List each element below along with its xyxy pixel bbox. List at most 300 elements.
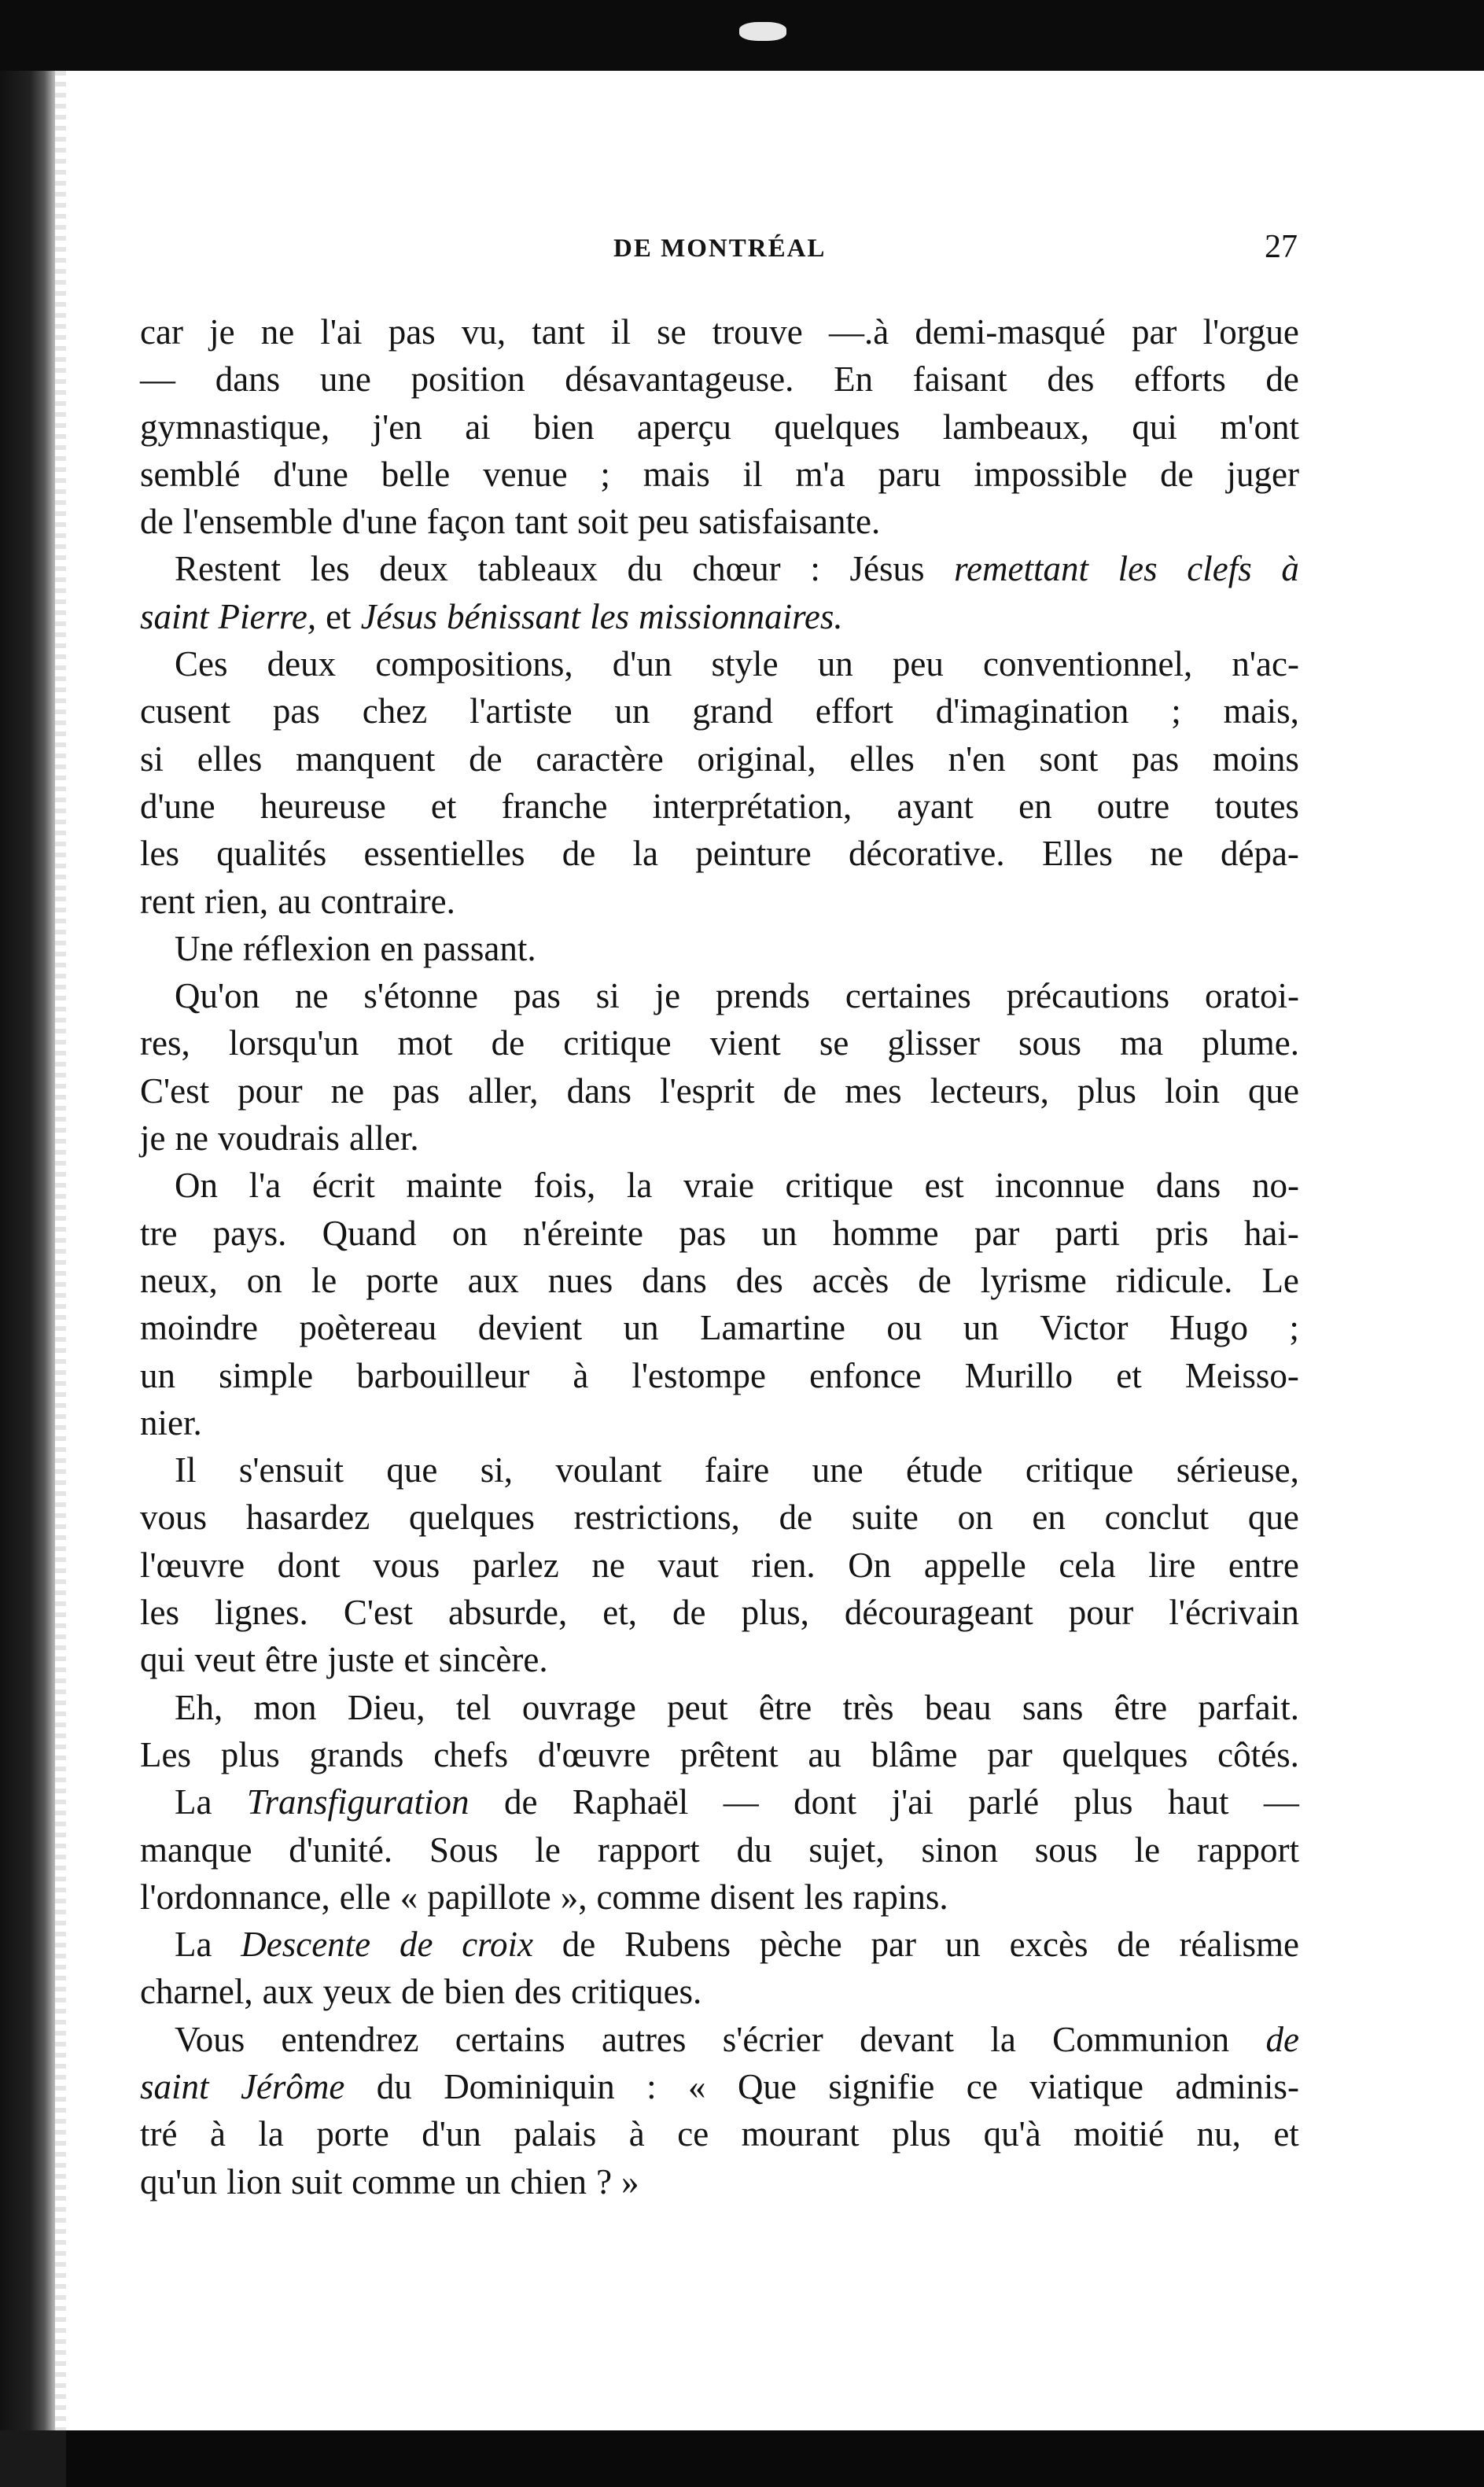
word: style: [711, 644, 779, 684]
word: tre: [140, 1213, 178, 1253]
scan-left-edge-shadow: [55, 71, 66, 2430]
word: que: [1247, 1070, 1299, 1111]
word: voulant: [555, 1450, 662, 1490]
word: yeux: [322, 1972, 392, 2012]
word: pas: [392, 1070, 440, 1111]
word: rapport: [1197, 1829, 1299, 1870]
word: ;: [1171, 691, 1181, 731]
word: je: [209, 312, 235, 352]
word: dont: [277, 1545, 341, 1585]
word: d'une: [342, 502, 418, 542]
word: C'est: [140, 1070, 210, 1111]
word: pays.: [212, 1213, 287, 1253]
word: les: [804, 1877, 844, 1917]
word: car: [140, 312, 183, 352]
word: peinture: [695, 834, 812, 874]
word: aller.: [348, 1118, 419, 1159]
word: ne: [1150, 834, 1184, 874]
text-line: [140, 1446, 1299, 1494]
word: vraie: [683, 1166, 754, 1206]
word: tré: [140, 2114, 178, 2154]
word: des: [735, 1260, 783, 1300]
word: —: [140, 359, 175, 400]
word: d'un: [612, 644, 672, 684]
word: de: [783, 1070, 817, 1111]
word: qualités: [216, 834, 327, 874]
text-line: [140, 687, 1299, 735]
word: nues: [547, 1260, 613, 1300]
word: Ces: [175, 644, 228, 684]
word: porte: [316, 2114, 389, 2154]
word: d'imagination: [935, 691, 1129, 731]
word: être: [758, 1687, 812, 1727]
word: nier.: [140, 1402, 202, 1442]
word: parlé: [968, 1782, 1040, 1822]
word: elles: [197, 739, 263, 779]
word: hasardez: [245, 1498, 370, 1538]
word: Que: [737, 2066, 797, 2106]
word: faire: [704, 1450, 770, 1490]
word: par: [871, 1925, 916, 1965]
word: si: [595, 976, 620, 1016]
word: d'œuvre: [537, 1734, 650, 1774]
word: ce: [966, 2066, 998, 2106]
word: absurde,: [448, 1593, 568, 1633]
text-line: [140, 830, 1299, 877]
word: compositions,: [375, 644, 573, 684]
word: On: [175, 1166, 218, 1206]
word: pas: [679, 1213, 727, 1253]
word: prêtent: [679, 1734, 779, 1774]
text-line: [140, 2110, 1299, 2157]
word: restrictions,: [573, 1498, 740, 1538]
page-header: [142, 228, 1298, 275]
word: missionnaires.: [639, 596, 843, 636]
word: d'une: [140, 786, 215, 826]
word: C'est: [343, 1593, 413, 1633]
word: aux: [262, 1972, 314, 2012]
word: n'ac-: [1232, 644, 1299, 684]
word: il: [610, 312, 631, 352]
word: l'orgue: [1202, 312, 1299, 352]
word: ai: [465, 407, 491, 447]
word: je: [654, 976, 681, 1016]
word: loin: [1164, 1070, 1220, 1111]
word: Murillo: [964, 1355, 1073, 1395]
word: que: [386, 1450, 438, 1490]
word: Les: [140, 1734, 191, 1774]
word: réalisme: [1179, 1925, 1299, 1965]
text-line: [140, 1684, 1299, 1731]
word: une: [812, 1450, 864, 1490]
word: ma: [1120, 1023, 1164, 1063]
word: Elles: [1041, 834, 1113, 874]
word: «: [400, 1877, 418, 1917]
word: on: [957, 1498, 993, 1538]
word: ridicule.: [1115, 1260, 1233, 1300]
word: saint: [140, 2066, 209, 2106]
word: je: [140, 1118, 166, 1159]
word: de: [918, 1260, 952, 1300]
word: Restent: [175, 549, 281, 589]
text-line: [140, 593, 1299, 640]
word: clefs: [1187, 549, 1252, 589]
word: chefs: [433, 1734, 509, 1774]
text-line: [140, 1636, 1299, 1683]
word: ;: [1289, 1308, 1299, 1348]
word: à: [1281, 549, 1299, 589]
word: »,: [560, 1877, 587, 1917]
word: belle: [381, 454, 451, 494]
word: bénissant: [447, 596, 581, 636]
word: en: [380, 928, 414, 968]
word: des: [1047, 359, 1095, 400]
word: passant.: [422, 928, 536, 968]
word: veut: [194, 1640, 256, 1680]
word: sérieuse,: [1176, 1450, 1299, 1490]
word: devient: [477, 1308, 583, 1348]
word: sont: [1039, 739, 1099, 779]
word: disent: [709, 1877, 795, 1917]
word: ne: [591, 1545, 625, 1585]
word: demi-masqué: [915, 312, 1106, 352]
word: no-: [1251, 1166, 1299, 1206]
word: sans: [1022, 1687, 1084, 1727]
word: côtés.: [1217, 1734, 1299, 1774]
word: il: [742, 454, 763, 494]
word: de: [672, 1593, 706, 1633]
word: moindre: [140, 1308, 258, 1348]
word: interprétation,: [652, 786, 852, 826]
word: l'a: [249, 1166, 282, 1206]
word: charnel,: [140, 1972, 253, 2012]
word: Qu'on: [175, 976, 260, 1016]
word: le: [311, 1260, 337, 1300]
word: m'a: [795, 454, 845, 494]
body-text: [140, 308, 1299, 2205]
word: enfonce: [809, 1355, 922, 1395]
word: l'ai: [320, 312, 363, 352]
word: Communion: [1052, 2019, 1230, 2059]
word: inconnue: [995, 1166, 1125, 1206]
word: pas: [272, 691, 320, 731]
word: dans: [1155, 1166, 1221, 1206]
word: vous: [373, 1545, 440, 1585]
word: ou: [886, 1308, 922, 1348]
word: les: [1118, 549, 1158, 589]
word: chien: [510, 2161, 587, 2201]
text-line: [140, 1067, 1299, 1115]
text-line: [140, 403, 1299, 451]
word: ?: [596, 2161, 613, 2201]
word: elle: [339, 1877, 391, 1917]
word: Une: [175, 928, 234, 968]
word: être: [265, 1640, 319, 1680]
word: la: [626, 1166, 653, 1206]
word: les: [590, 596, 630, 636]
word: à: [209, 2114, 226, 2154]
word: tant: [532, 312, 585, 352]
word: l'ensemble: [182, 502, 333, 542]
word: écrit: [311, 1166, 375, 1206]
word: position: [411, 359, 525, 400]
word: qui: [1132, 407, 1177, 447]
word: Jérôme: [240, 2066, 345, 2106]
word: outre: [1096, 786, 1170, 826]
word: rien.: [751, 1545, 816, 1585]
word: bien: [444, 1972, 506, 2012]
word: Pierre,: [218, 596, 317, 636]
word: deux: [267, 644, 337, 684]
word: qui: [140, 1640, 186, 1680]
text-line: [140, 640, 1299, 687]
word: —: [1263, 1782, 1299, 1822]
text-line: [140, 451, 1299, 498]
text-line: [140, 308, 1299, 356]
word: mon: [253, 1687, 317, 1727]
word: comme: [596, 1877, 701, 1917]
word: cusent: [140, 691, 230, 731]
word: sous: [1018, 1023, 1082, 1063]
word: certaines: [845, 976, 971, 1016]
word: si: [140, 739, 164, 779]
word: remettant: [954, 549, 1088, 589]
word: grands: [309, 1734, 404, 1774]
word: suit: [291, 2161, 343, 2201]
word: du: [627, 549, 663, 589]
word: un: [817, 644, 853, 684]
word: Le: [1261, 1260, 1299, 1300]
word: de: [469, 739, 503, 779]
text-line: [140, 545, 1299, 592]
text-line: [140, 1826, 1299, 1874]
word: «: [688, 2066, 706, 2106]
word: par: [987, 1734, 1033, 1774]
word: de: [491, 1023, 525, 1063]
word: la: [632, 834, 659, 874]
running-head: DE MONTRÉAL: [613, 234, 827, 263]
word: mainte: [406, 1166, 503, 1206]
word: on: [451, 1213, 488, 1253]
word: blâme: [871, 1734, 958, 1774]
word: réflexion: [242, 928, 371, 968]
word: d'unité.: [289, 1829, 393, 1870]
word: ne: [295, 976, 329, 1016]
word: en: [1018, 786, 1052, 826]
text-line: [140, 498, 1299, 545]
word: juste: [327, 1640, 395, 1680]
text-line: [140, 1399, 1299, 1446]
word: Eh,: [175, 1687, 223, 1727]
word: pas: [513, 976, 561, 1016]
word: du: [376, 2066, 412, 2106]
text-line: [140, 1589, 1299, 1636]
word: lorsqu'un: [228, 1023, 359, 1063]
word: moins: [1212, 739, 1299, 779]
word: la: [990, 2019, 1016, 2059]
text-line: [140, 1494, 1299, 1541]
text-line: [140, 1162, 1299, 1209]
word: juger: [1226, 454, 1299, 494]
word: pèche: [759, 1925, 842, 1965]
word: oratoi-: [1205, 976, 1299, 1016]
word: res,: [140, 1023, 190, 1063]
word: l'œuvre: [140, 1545, 245, 1585]
word: devant: [860, 2019, 955, 2059]
text-line: [140, 1304, 1299, 1351]
word: s'écrier: [722, 2019, 823, 2059]
word: mourant: [741, 2114, 860, 2154]
word: plume.: [1202, 1023, 1299, 1063]
word: plus: [1073, 1782, 1133, 1822]
word: vient: [709, 1023, 781, 1063]
word: venue: [483, 454, 568, 494]
text-line: [140, 925, 1299, 972]
word: ;: [600, 454, 610, 494]
word: décourageant: [844, 1593, 1033, 1633]
word: Raphaël: [572, 1782, 689, 1822]
word: des: [514, 1972, 562, 2012]
text-line: [140, 1921, 1299, 1968]
word: m'ont: [1220, 407, 1299, 447]
word: parti: [1055, 1213, 1120, 1253]
word: l'esprit: [660, 1070, 755, 1111]
word: sinon: [921, 1829, 998, 1870]
text-line: [140, 1731, 1299, 1778]
word: palais: [514, 2114, 597, 2154]
text-line: [140, 1352, 1299, 1399]
word: se: [819, 1023, 849, 1063]
word: quelques: [774, 407, 900, 447]
word: très: [842, 1687, 894, 1727]
word: sincère.: [438, 1640, 548, 1680]
word: ce: [677, 2114, 709, 2154]
word: peut: [667, 1687, 728, 1727]
word: En: [834, 359, 874, 400]
word: décorative.: [849, 834, 1005, 874]
scan-bottom-corner: [0, 2430, 66, 2487]
word: moitié: [1073, 2114, 1165, 2154]
word: un: [614, 691, 650, 731]
scan-bottom-border: [66, 2430, 1484, 2487]
text-line: [140, 1968, 1299, 2015]
word: signifie: [828, 2066, 935, 2106]
word: deux: [379, 549, 448, 589]
word: La: [175, 1925, 212, 1965]
word: saint: [140, 596, 209, 636]
word: rent: [140, 881, 195, 921]
word: viatique: [1029, 2066, 1144, 2106]
word: de: [562, 834, 596, 874]
word: efforts: [1134, 359, 1226, 400]
word: ayant: [897, 786, 974, 826]
word: tant: [514, 502, 569, 542]
word: Quand: [322, 1213, 417, 1253]
word: Il: [175, 1450, 197, 1490]
word: peu: [638, 502, 690, 542]
word: Descente: [241, 1925, 371, 1965]
word: on: [246, 1260, 282, 1300]
word: plus: [220, 1734, 280, 1774]
word: gymnastique,: [140, 407, 330, 447]
word: que: [1247, 1498, 1299, 1538]
word: vous: [140, 1498, 208, 1538]
word: haut: [1167, 1782, 1229, 1822]
word: être: [1114, 1687, 1168, 1727]
word: manque: [140, 1829, 252, 1870]
word: ouvrage: [521, 1687, 636, 1727]
word: toutes: [1214, 786, 1299, 826]
word: :: [810, 549, 820, 589]
word: excès: [1009, 1925, 1088, 1965]
text-line: [140, 1115, 1299, 1162]
text-line: [140, 2063, 1299, 2110]
word: de: [1265, 359, 1299, 400]
word: aux: [467, 1260, 519, 1300]
word: et: [326, 596, 352, 636]
word: certains: [455, 2019, 565, 2059]
word: :: [646, 2066, 657, 2106]
word: ne: [260, 312, 295, 352]
word: de: [779, 1498, 813, 1538]
word: bien: [533, 407, 595, 447]
word: plus: [892, 2114, 952, 2154]
word: s'ensuit: [238, 1450, 344, 1490]
word: —.à: [828, 312, 889, 352]
word: conventionnel,: [983, 644, 1193, 684]
word: si,: [480, 1450, 514, 1490]
text-line: [140, 1874, 1299, 1921]
word: papillote: [427, 1877, 551, 1917]
text-line: [140, 735, 1299, 783]
word: rapins.: [852, 1877, 948, 1917]
word: paru: [878, 454, 941, 494]
word: qu'à: [983, 2114, 1041, 2154]
word: tel: [455, 1687, 492, 1727]
word: heureuse: [260, 786, 386, 826]
word: Dominiquin: [444, 2066, 615, 2106]
word: de: [140, 502, 174, 542]
word: accès: [812, 1260, 889, 1300]
word: plus: [1077, 1070, 1136, 1111]
word: d'un: [422, 2114, 481, 2154]
word: rien,: [204, 881, 269, 921]
word: qu'un: [140, 2161, 218, 2201]
word: suite: [851, 1498, 919, 1538]
word: chœur: [692, 549, 781, 589]
word: sous: [1034, 1829, 1098, 1870]
word: comme: [352, 2161, 456, 2201]
word: façon: [426, 502, 506, 542]
page-number: 27: [1265, 229, 1298, 265]
text-line: [140, 972, 1299, 1019]
word: de: [1117, 1925, 1151, 1965]
word: se: [657, 312, 687, 352]
word: étude: [906, 1450, 983, 1490]
word: voudrais: [217, 1118, 340, 1159]
word: de: [562, 1925, 596, 1965]
word: franche: [501, 786, 608, 826]
word: On: [848, 1545, 892, 1585]
word: chez: [362, 691, 428, 731]
word: elles: [849, 739, 915, 779]
word: l'ordonnance,: [140, 1877, 330, 1917]
word: dont: [794, 1782, 857, 1822]
word: Sous: [429, 1829, 499, 1870]
word: caractère: [536, 739, 664, 779]
word: pour: [238, 1070, 303, 1111]
word: adminis-: [1175, 2066, 1299, 2106]
